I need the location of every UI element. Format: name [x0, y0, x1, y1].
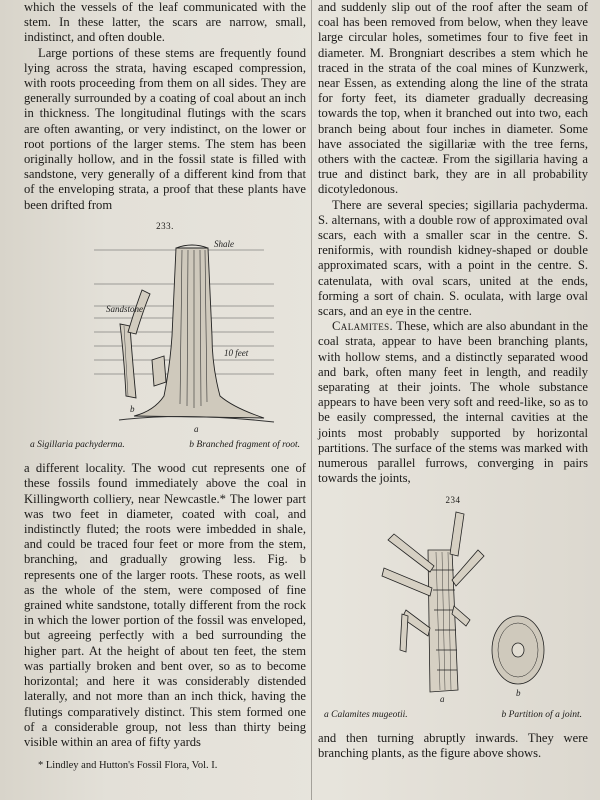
label-sandstone: Sandstone	[106, 304, 143, 315]
figure-234-number: 234	[445, 494, 461, 505]
right-paragraph-4: and then turning abruptly inwards. They were branching plants, as the figure above shows.	[318, 730, 588, 761]
footnote: * Lindley and Hutton's Fossil Flora, Vol. I.	[38, 760, 218, 772]
calamites-text: These, which are also abundant in the coal strata, appear to have been branching plants, with hollow stems, and a distinctly separated wood and bark, often many feet in length, and readily separating at their joints. The whole substance appears to have been very soft and reed-like, so as to be easily compressed, the internal cavities at the joints most probably supported by horizontal partitions. The surface of the stems was marked with numerous parallel furrows, converging in pairs towards the joints,	[318, 319, 589, 486]
right-paragraph-3	[318, 319, 588, 486]
figure-234-illustration	[318, 510, 588, 706]
sigillaria-stem	[134, 245, 264, 418]
figure-233-caption	[30, 438, 300, 453]
label-shale: Shale	[214, 239, 234, 250]
right-column	[318, 0, 588, 761]
right-paragraph-2: There are several species; sigillaria pachyderma. S. alternans, with a double row of approximated oval scars, each with a smaller scar in the centre. S. reniformis, with roundish kidney-shaped or double approximated scars, with a point in the centre. S. catenulata, with oval scars, united at the ends, forming a sort of chain. S. oculata, with large oval scars, and an eye in the centre.	[318, 197, 588, 319]
label-ten-feet: 10 feet	[224, 348, 249, 359]
calamites-heading: Calamites.	[332, 319, 394, 334]
caption-233-left: a Sigillaria pachyderma.	[30, 440, 125, 451]
label-a: a	[194, 424, 199, 435]
label-b: b	[130, 404, 135, 415]
caption-234-left: a Calamites mugeotii.	[324, 709, 408, 720]
caption-233-right: b Branched fragment of root.	[189, 440, 300, 451]
figure-233-number: 233.	[156, 220, 174, 231]
calamites-stem	[428, 550, 458, 692]
right-paragraph-1: and suddenly slip out of the roof after the seam of coal has been removed from below, when they leave large circular holes, sometimes four to five feet in diameter. M. Brongniart describes a stem which he traced in the strata of the coal mines of Kunzwerk, near Essen, as extending along the line of the strata for forty feet, its diameter gradually decreasing towards the top, when it branched out into two, each branch being about four inches in diameter. Some have associated the sigillariæ with the tree ferns, others with the cacteæ. From the sigillaria having a true and distinct bark, they are in all probability dicotyledonous.	[318, 0, 588, 197]
figure-233-illustration	[24, 236, 306, 436]
joint-partition	[492, 616, 544, 684]
left-paragraph-1: which the vessels of the leaf communicated with the stem. In these latter, the scars are narrow, small, indistinct, and often double.	[24, 0, 306, 45]
label-234-b: b	[516, 687, 521, 698]
caption-234-right: b Partition of a joint.	[501, 709, 582, 720]
figure-234-caption	[324, 708, 582, 723]
left-paragraph-2: Large portions of these stems are frequently found lying across the strata, having escaped compression, with roots proceeding from them on all sides. They are generally surrounded by a coating of coal about an inch in thickness. The longitudinal flutings with the scars are often awanting, or very indistinct, on the lower or root portions of the larger stems. The stem has been originally hollow, and in the fossil state is filled with sandstone, very generally of a different kind from that of the enveloping strata, a proof that these plants have been drifted from	[24, 45, 306, 212]
column-divider	[311, 0, 312, 800]
label-234-a: a	[440, 693, 445, 704]
left-column	[24, 0, 306, 773]
left-paragraph-3: a different locality. The wood cut represents one of these fossils found immediately above the coal in Killingworth colliery, near Newcastle.* The lower part was two feet in diameter, coated with coal, and indistinctly fluted; the roots were imbedded in shale, and could be traced four feet or more from the stem, branching, and gradually growing less. Fig. b represents one of the larger roots. These roots, as well as the whole of the stem, were composed of fine grained white sandstone, totally different from the rock in which the lower portion of the fossil was enveloped, but agreeing perfectly with a bed surrounding the higher part. At the height of about ten feet, the stem was partially broken and bent over, so as to become horizontal; and here it was considerably distended laterally, and not more than an inch thick, having the flutings comparatively distinct. This stem formed one of a considerable group, not less than thirty being visible within an area of fifty yards	[24, 461, 306, 749]
